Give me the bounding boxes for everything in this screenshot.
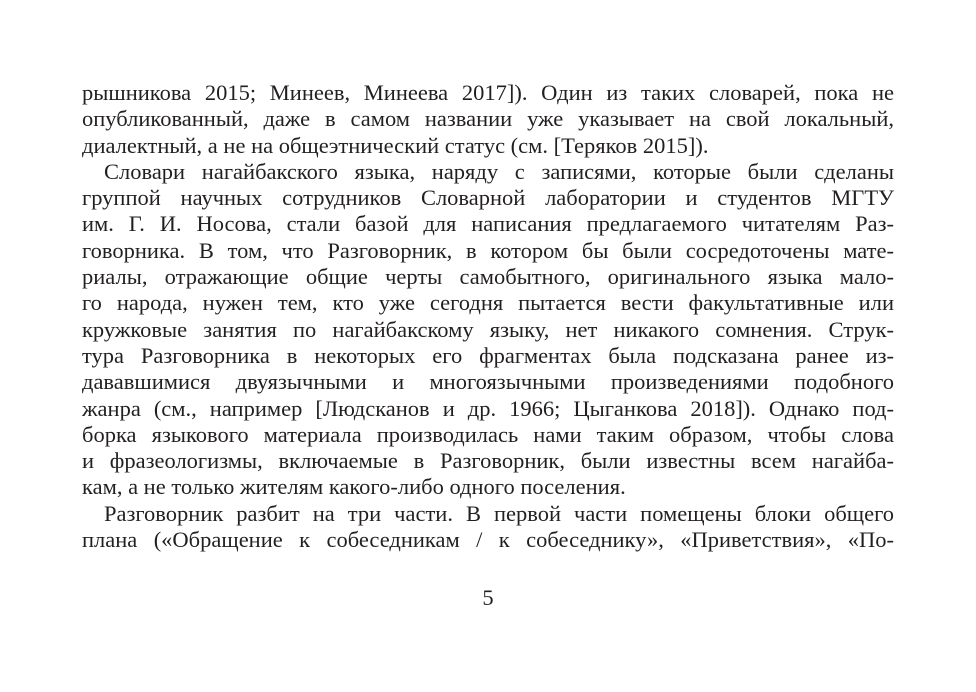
text-line: Разговорник разбит на три части. В первой части помещены блоки общего (104, 500, 894, 526)
text-line: группой научных сотрудников Словарной лаборатории и студентов МГТУ (82, 185, 894, 211)
paragraph (82, 501, 894, 554)
text-line: опубликованный, даже в самом названии уже указывает на свой локальный, (82, 106, 894, 132)
text-line: и фразеологизмы, включаемые в Разговорник, были известны всем нагайба- (82, 448, 894, 474)
text-line: говорника. В том, что Разговорник, в котором бы были сосредоточены мате- (82, 237, 894, 263)
text-line: кам, а не только жителям какого-либо одного поселения. (82, 474, 626, 500)
text-line: рышникова 2015; Минеев, Минеева 2017]). Один из таких словарей, пока не (82, 80, 894, 105)
paragraph (82, 159, 894, 501)
text-line: го народа, нужен тем, кто уже сегодня пытается вести факультативные или (82, 290, 894, 316)
page-number: 5 (482, 585, 494, 610)
document-body (82, 80, 894, 553)
text-line: плана («Обращение к собеседникам / к собеседнику», «Приветствия», «По- (82, 527, 894, 553)
text-line: борка языкового материала производилась нами таким образом, чтобы слова (82, 421, 894, 447)
paragraph (82, 80, 894, 159)
text-line: жанра (см., например [Людсканов и др. 1966; Цыганкова 2018]). Однако под- (82, 395, 894, 421)
text-line: диалектный, а не на общеэтнический статус (см. [Теряков 2015]). (82, 132, 709, 158)
text-line: риалы, отражающие общие черты самобытного, оригинального языка мало- (82, 264, 894, 290)
text-line: дававшимися двуязычными и многоязычными произведениями подобного (82, 369, 894, 395)
text-line: Словари нагайбакского языка, наряду с записями, которые были сделаны (104, 158, 894, 184)
text-line: тура Разговорника в некоторых его фрагментах была подсказана ранее из- (82, 342, 894, 368)
text-line: им. Г. И. Носова, стали базой для написания предлагаемого читателям Раз- (82, 211, 894, 237)
text-line: кружковые занятия по нагайбакскому языку, нет никакого сомнения. Струк- (82, 316, 894, 342)
